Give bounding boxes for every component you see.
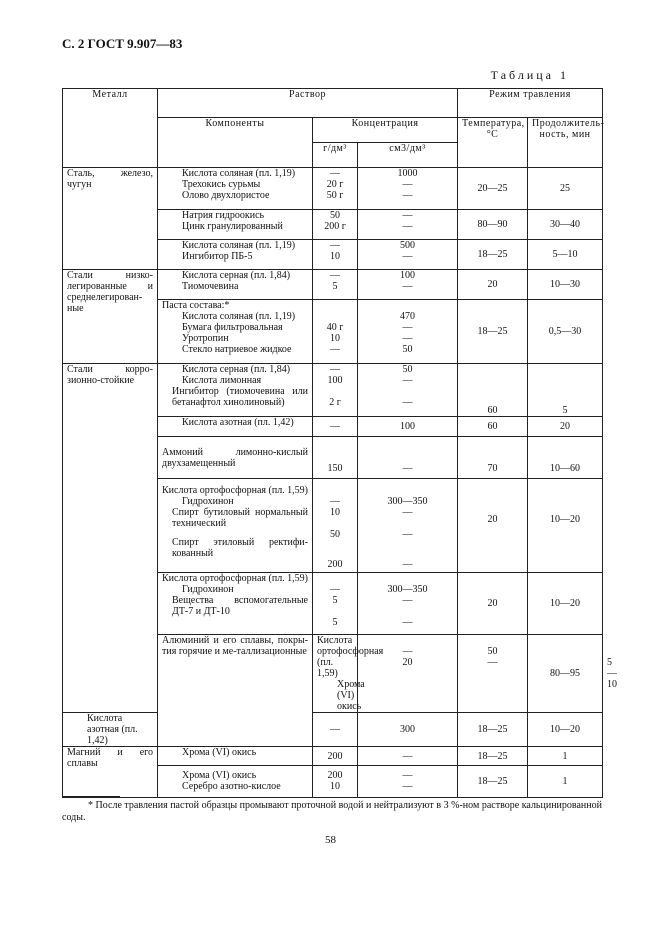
- temperature-cell: 60: [458, 417, 528, 437]
- conc-cm-cell: 300: [358, 713, 458, 747]
- header-regime: Режим травления: [458, 89, 603, 118]
- conc-cm-cell: 1000 — —: [358, 168, 458, 210]
- duration-cell: 1: [528, 747, 603, 766]
- duration-cell: 20: [528, 417, 603, 437]
- conc-g-cell: — 5 5: [313, 573, 358, 635]
- components-cell: Хрома (VI) окись: [158, 747, 313, 766]
- metal-cell: Алюминий и его сплавы, покры-тия горячие и ме-таллизационные: [158, 635, 313, 747]
- table-row: [63, 270, 603, 300]
- footnote-divider: [62, 796, 120, 797]
- components-cell: Кислота азотная (пл. 1,42): [158, 417, 313, 437]
- conc-cm-cell: 470 — — 50: [358, 300, 458, 364]
- components-cell: Паста состава:* Кислота соляная (пл. 1,19) Бумага фильтровальная Уротропин Стекло натриевое жидкое: [158, 300, 313, 364]
- components-cell: Кислота соляная (пл. 1,19) Ингибитор ПБ-5: [158, 240, 313, 270]
- conc-g-cell: 200: [313, 747, 358, 766]
- components-cell: Натрия гидроокись Цинк гранулированный: [158, 210, 313, 240]
- temperature-cell: 18—25: [458, 713, 528, 747]
- duration-cell: 25: [528, 168, 603, 210]
- conc-cm-cell: 100 —: [358, 270, 458, 300]
- duration-cell: 10—20: [528, 713, 603, 747]
- header-solution: Раствор: [158, 89, 458, 118]
- conc-cm-cell: 300—350 — —: [358, 573, 458, 635]
- header-metal: Металл: [63, 89, 158, 168]
- header-temperature: Температура, °С: [458, 118, 528, 168]
- components-cell: Кислота соляная (пл. 1,19) Трехокись сурьмы Олово двухлористое: [158, 168, 313, 210]
- table-row: Алюминий и его сплавы, покры-тия горячие и ме-таллизационные Кислота ортофосфорная (пл. 1,59) Хрома (VI) окись — 20 50 — 80—95 5—10: [63, 635, 603, 713]
- conc-g-cell: — 10: [313, 240, 358, 270]
- footnote: * После травления пастой образцы промывают проточной водой и нейтрализуют в 3 %-ном растворе кальцинированной соды.: [62, 800, 602, 823]
- header-concentration: Концентрация: [313, 118, 458, 143]
- conc-g-cell: — 10 50 200: [313, 479, 358, 573]
- conc-g-cell: — 100 2 г: [313, 364, 358, 417]
- temperature-cell: 80—95: [528, 635, 603, 713]
- table-row: [63, 747, 603, 766]
- temperature-cell: 80—90: [458, 210, 528, 240]
- header-unit-cm: см3/дм³: [358, 143, 458, 168]
- duration-cell: 10—60: [528, 437, 603, 479]
- duration-cell: 10—20: [528, 573, 603, 635]
- conc-cm-cell: 300—350 — — —: [358, 479, 458, 573]
- conc-cm-cell: —: [358, 437, 458, 479]
- header-unit-g: г/дм³: [313, 143, 358, 168]
- conc-g-cell: — 20: [358, 635, 458, 713]
- conc-g-cell: 40 г 10 —: [313, 300, 358, 364]
- conc-g-cell: — 20 г 50 г: [313, 168, 358, 210]
- components-cell: Кислота азотная (пл. 1,42): [63, 713, 158, 747]
- page-header: С. 2 ГОСТ 9.907—83: [62, 36, 183, 51]
- temperature-cell: 18—25: [458, 766, 528, 798]
- metal-cell: Стали корро-зионно-стойкие: [63, 364, 158, 713]
- conc-g-cell: 150: [313, 437, 358, 479]
- temperature-cell: 20: [458, 573, 528, 635]
- table-row: [63, 364, 603, 417]
- temperature-cell: 18—25: [458, 300, 528, 364]
- duration-cell: 30—40: [528, 210, 603, 240]
- conc-cm-cell: —: [358, 747, 458, 766]
- conc-cm-cell: — —: [358, 766, 458, 798]
- table-row: [63, 713, 603, 747]
- components-cell: Кислота ортофосфорная (пл. 1,59) Гидрохинон Спирт бутиловый нормальный технический Спирт этиловый ректифи-кованный: [158, 479, 313, 573]
- duration-cell: 5—10: [528, 240, 603, 270]
- conc-cm-cell: 500 —: [358, 240, 458, 270]
- temperature-cell: 18—25: [458, 240, 528, 270]
- components-cell: Хрома (VI) окись Серебро азотно-кислое: [158, 766, 313, 798]
- conc-g-cell: 50 200 г: [313, 210, 358, 240]
- conc-cm-cell: 50 — —: [358, 364, 458, 417]
- conc-g-cell: —: [313, 713, 358, 747]
- duration-cell: 5: [528, 364, 603, 417]
- conc-cm-cell: 50 —: [458, 635, 528, 713]
- header-components: Компоненты: [158, 118, 313, 168]
- conc-g-cell: 200 10: [313, 766, 358, 798]
- conc-g-cell: —: [313, 417, 358, 437]
- header-duration: Продолжитель-ность, мин: [528, 118, 603, 168]
- temperature-cell: 70: [458, 437, 528, 479]
- temperature-cell: 20: [458, 479, 528, 573]
- components-cell: Кислота ортофосфорная (пл. 1,59) Гидрохинон Вещества вспомогательные ДТ-7 и ДТ-10: [158, 573, 313, 635]
- table-caption: Таблица 1: [490, 68, 569, 82]
- duration-cell: 10—30: [528, 270, 603, 300]
- duration-cell: 10—20: [528, 479, 603, 573]
- temperature-cell: 20—25: [458, 168, 528, 210]
- temperature-cell: 60: [458, 364, 528, 417]
- metal-cell: Стали низко-легированные и среднелегирован-ные: [63, 270, 158, 364]
- components-cell: Аммоний лимонно-кислый двухзамещенный: [158, 437, 313, 479]
- page-number: 58: [325, 834, 336, 846]
- conc-g-cell: — 5: [313, 270, 358, 300]
- duration-cell: 0,5—30: [528, 300, 603, 364]
- temperature-cell: 20: [458, 270, 528, 300]
- etching-table: [62, 88, 618, 798]
- metal-cell: Магний и его сплавы: [63, 747, 158, 798]
- components-cell: Кислота серная (пл. 1,84) Тиомочевина: [158, 270, 313, 300]
- temperature-cell: 18—25: [458, 747, 528, 766]
- table-row: [63, 168, 603, 210]
- conc-cm-cell: — —: [358, 210, 458, 240]
- conc-cm-cell: 100: [358, 417, 458, 437]
- duration-cell: 1: [528, 766, 603, 798]
- metal-cell: Сталь, железо, чугун: [63, 168, 158, 270]
- components-cell: Кислота ортофосфорная (пл. 1,59) Хрома (VI) окись: [313, 635, 358, 713]
- components-cell: Кислота серная (пл. 1,84) Кислота лимонная Ингибитор (тиомочевина или бетанафтол хинолиновый): [158, 364, 313, 417]
